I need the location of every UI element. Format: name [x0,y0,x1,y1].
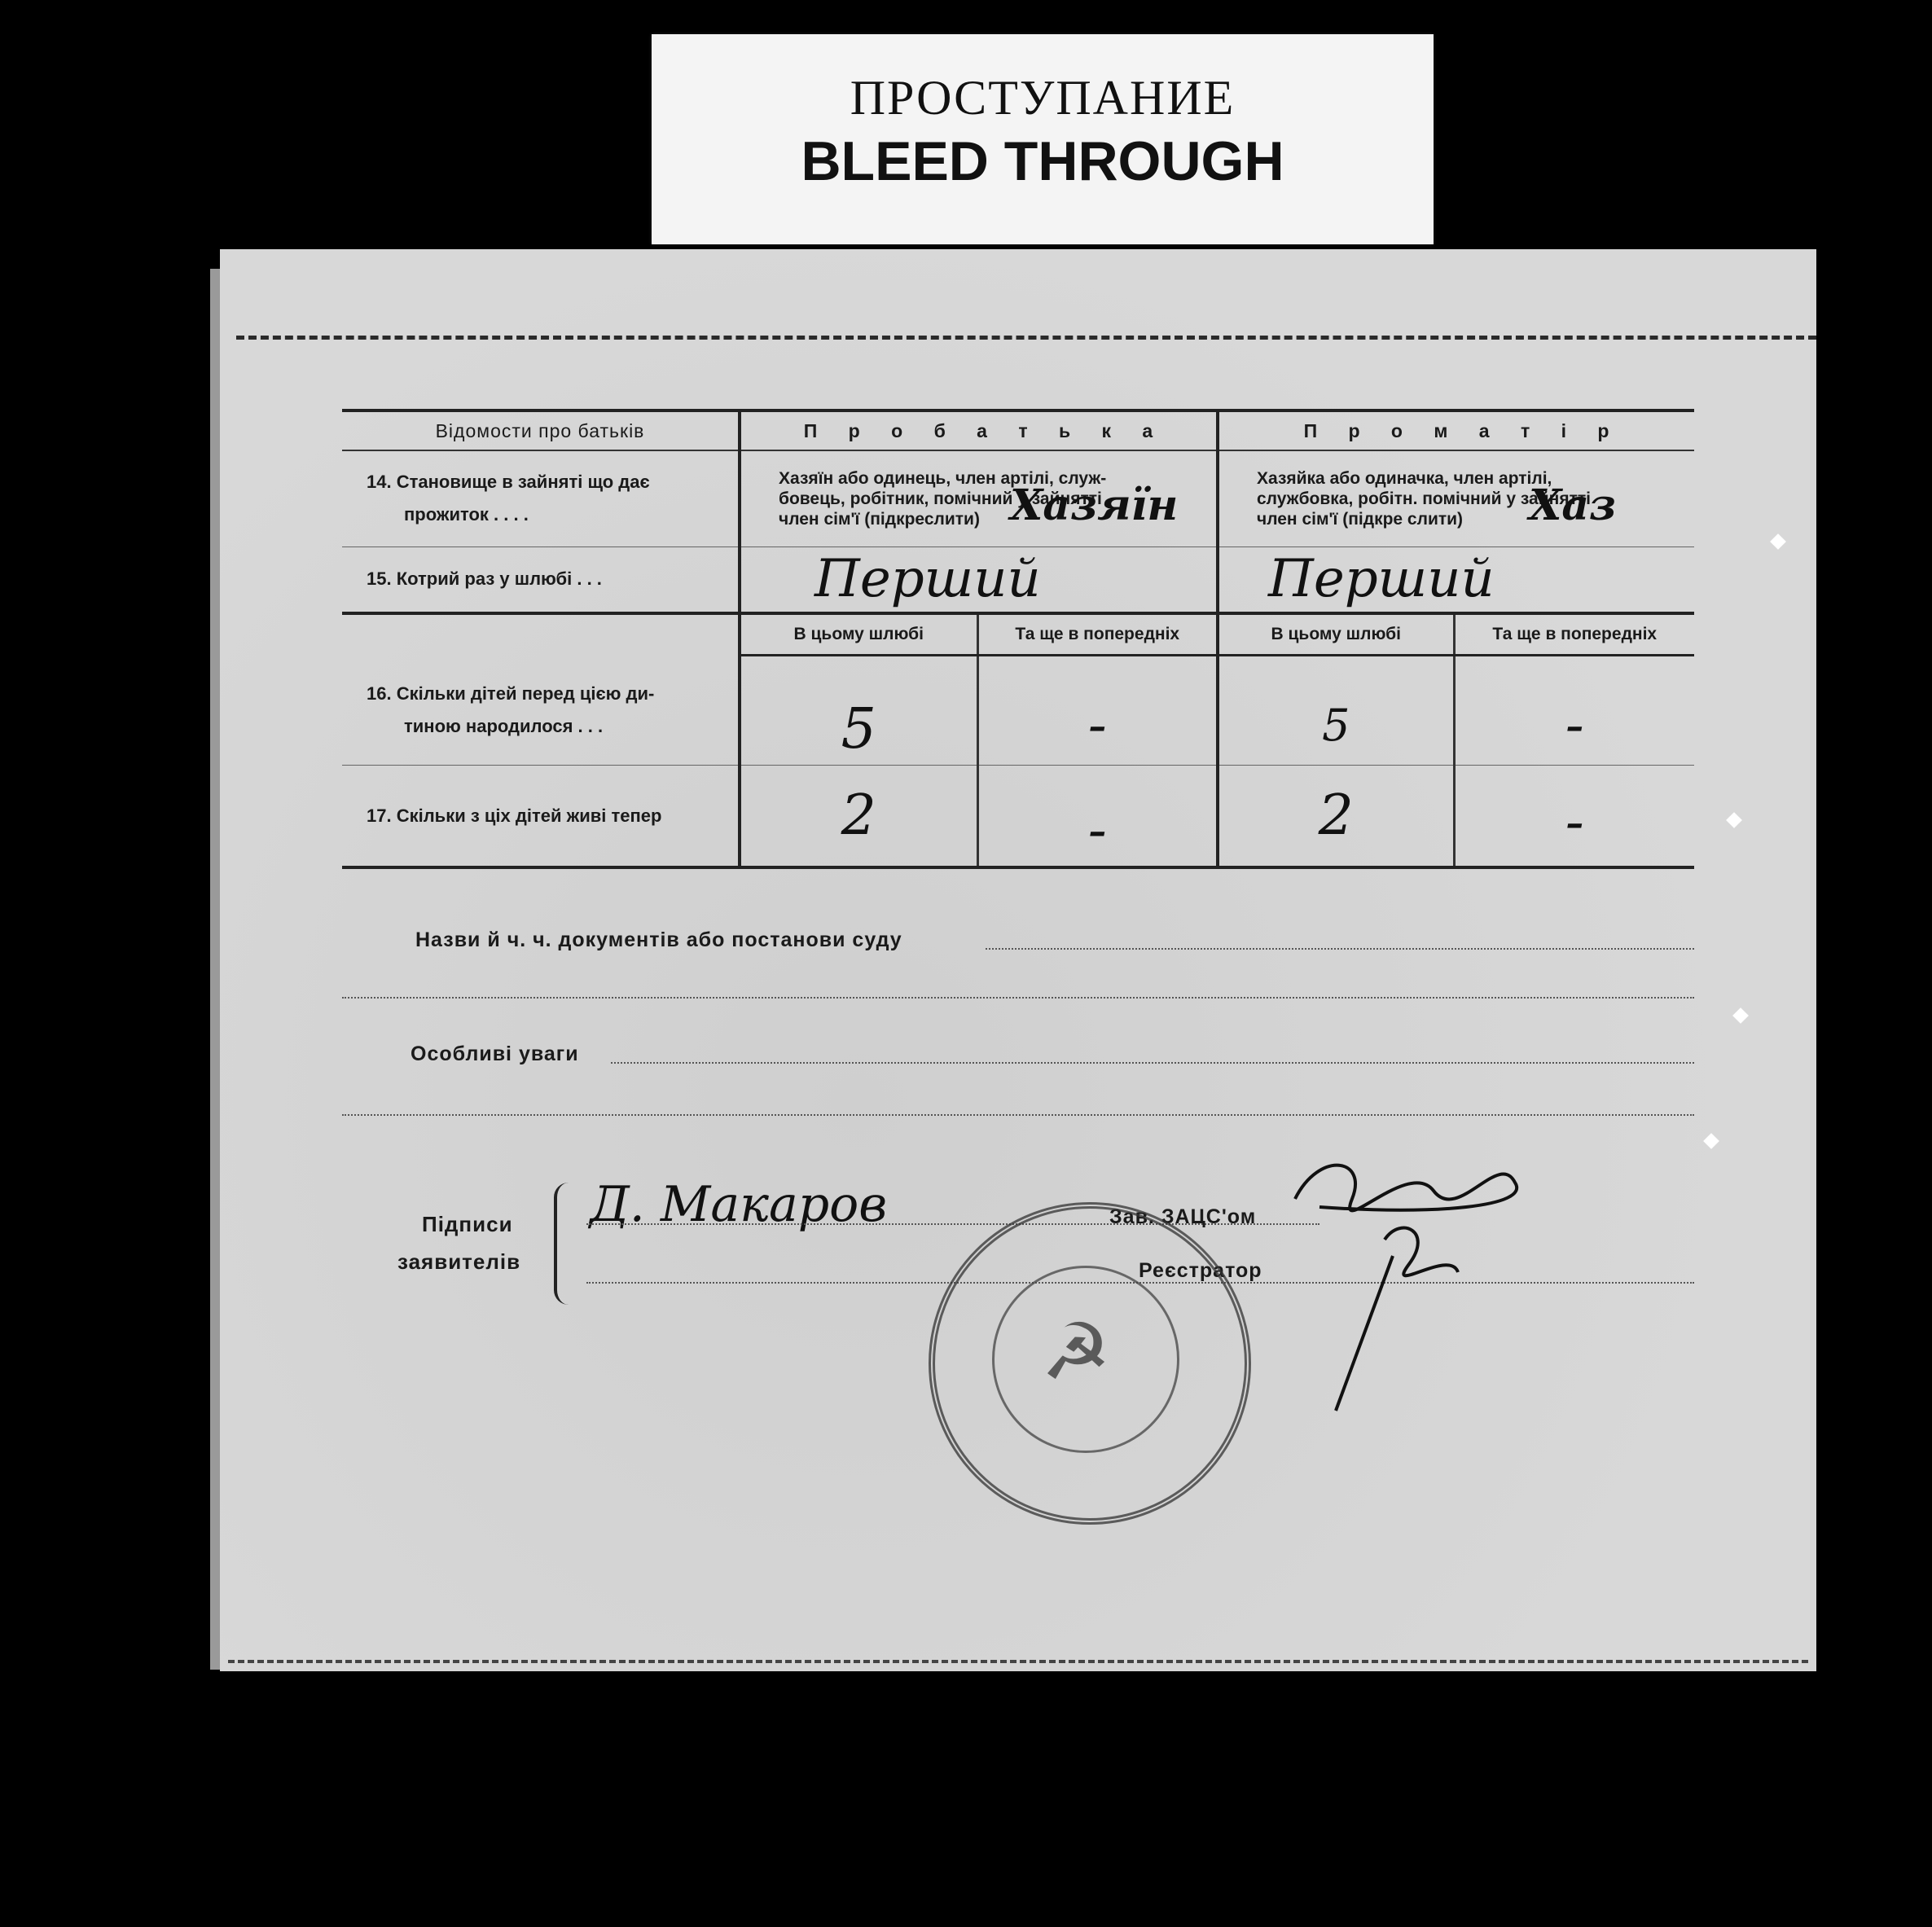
row-14-mother-options [1218,450,1694,546]
perforation-line-bottom [228,1660,1808,1663]
row-16-father-prev: - [977,656,1218,766]
bleed-through-label-card [652,34,1434,244]
label-russian: ПРОСТУПАНИЕ [850,71,1236,125]
row-16-label-line1: 16. Скільки дітей перед цією ди- [367,683,655,704]
header-about-father: П р о б а т ь к а [740,410,1218,450]
mother-option-line3: член сім'ї (підкре слити) [1257,509,1464,529]
mother-option-line1: Хазяйка або одиначка, член артілі, [1257,468,1552,488]
row-17-father-this: 2 [740,766,977,868]
mother-occupation-handwritten: Хаз [1529,481,1617,530]
remarks-line-1 [611,1062,1694,1064]
hammer-sickle-emblem-icon: ☭ [1041,1309,1112,1396]
father-marriage-count-handwritten: Перший [815,548,1041,609]
documents-label: Назви й ч. ч. документів або постанови суду [415,928,902,951]
row-14-label-line2: прожиток . . . . [404,504,529,525]
row-17-mother-prev: - [1454,766,1694,868]
registrar-label: Реєстратор [1139,1259,1262,1282]
father-occupation-handwritten: Хазяїн [1010,481,1179,530]
row-17-label: 17. Скільки з ціх дітей живі тепер [342,766,740,868]
children-subheader-row [342,613,1694,656]
row-16-children-born [342,656,1694,766]
documents-line-1 [986,948,1694,950]
signatures-brace [554,1183,582,1305]
subheader-mother-this-marriage: В цьому шлюбі [1218,613,1454,656]
row-14-label [342,450,740,546]
father-option-line2: бовець, робітник, помічний у зайнятті [779,489,1102,508]
row-17-mother-this: 2 [1218,766,1454,868]
document-sheet [220,249,1816,1671]
parents-info-table [342,409,1694,869]
row-16-father-this: 5 [740,656,977,766]
row-15-label: 15. Котрий раз у шлюбі . . . [342,546,740,613]
mother-marriage-count-handwritten: Перший [1268,548,1495,609]
signatures-label-line2: заявителів [397,1249,521,1274]
row-14-father-options [740,450,1218,546]
header-parents-info: Відомости про батьків [342,410,740,450]
row-16-label [342,656,740,766]
applicant-signature: Д. Макаров [590,1176,888,1233]
row-17-children-alive [342,766,1694,868]
row-16-mother-prev: - [1454,656,1694,766]
remarks-line-2 [342,1114,1694,1116]
row-16-mother-this: 5 [1218,656,1454,766]
mother-option-line2: службовка, робітн. помічний у зайнятті [1257,489,1591,508]
subheader-mother-previous: Та ще в попередніх [1454,613,1694,656]
head-of-registry-label: Зав. ЗАЦС'ом [1109,1205,1257,1228]
row-17-father-prev: - [977,766,1218,868]
header-about-mother: П р о м а т і р [1218,410,1694,450]
father-option-line1: Хазяїн або одинець, член артілі, служ- [779,468,1107,488]
father-option-line3: член сім'ї (підкреслити) [779,509,980,529]
row-16-label-line2: тиною народилося . . . [404,715,604,736]
subheader-blank [342,613,740,656]
table-header-row [342,410,1694,450]
row-15-father-cell [740,546,1218,613]
label-english: BLEED THROUGH [801,130,1284,192]
row-14-label-line1: 14. Становище в зайняті що дає [367,472,650,493]
perforation-line-top [236,336,1816,340]
subheader-father-previous: Та ще в попередніх [977,613,1218,656]
head-signature-scribble [1271,1142,1564,1435]
documents-line-2 [342,997,1694,999]
remarks-label: Особливі уваги [411,1043,579,1065]
signatures-label-line1: Підписи [422,1212,513,1236]
row-14-occupation [342,450,1694,546]
official-round-stamp [929,1202,1251,1525]
subheader-father-this-marriage: В цьому шлюбі [740,613,977,656]
row-15-mother-cell [1218,546,1694,613]
row-15-marriage-count [342,546,1694,613]
